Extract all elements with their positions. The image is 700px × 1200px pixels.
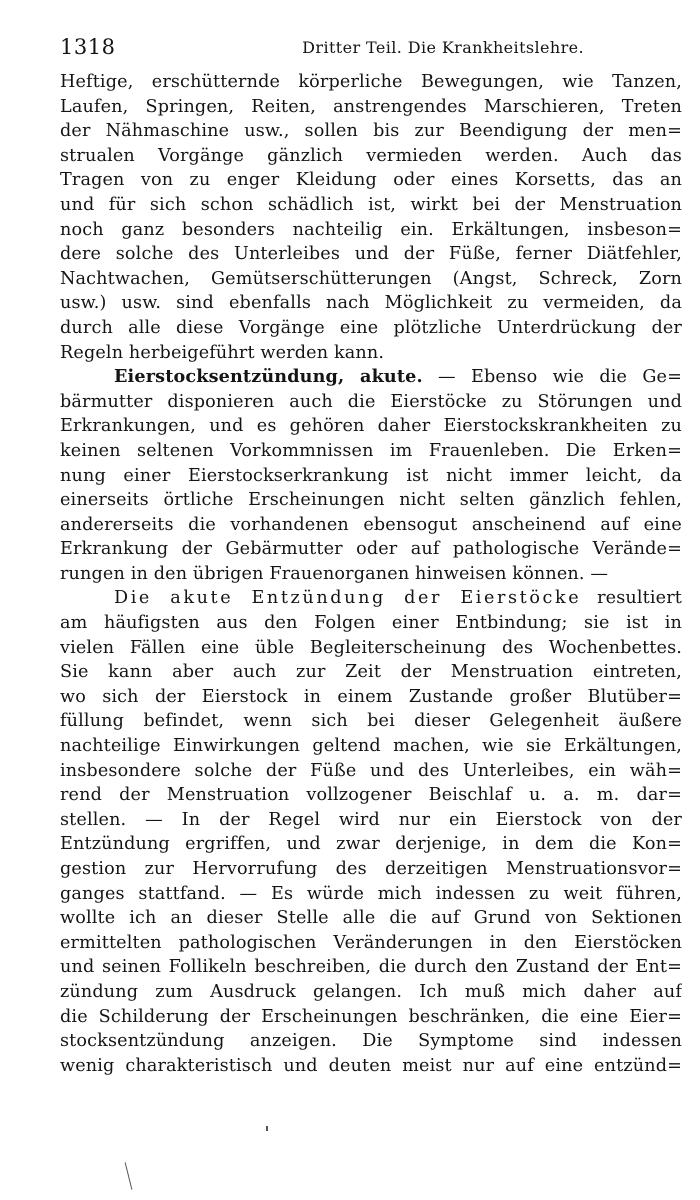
text-line: andererseits die vorhandenen ebensogut anscheinend auf eine <box>60 514 682 535</box>
running-head <box>60 34 680 60</box>
scan-scratch <box>125 1162 133 1189</box>
text-line: strualen Vorgänge gänzlich vermieden werden. Auch das <box>60 145 682 166</box>
text-line: einerseits örtliche Erscheinungen nicht selten gänzlich fehlen, <box>60 490 682 511</box>
text-line: vielen Fällen eine üble Begleiterscheinung des Wochenbettes. <box>60 637 682 658</box>
text-line: die Schilderung der Erscheinungen beschränken, die eine Eier= <box>60 1006 682 1027</box>
text-line: der Nähmaschine usw., sollen bis zur Beendigung der men= <box>60 121 682 142</box>
section-heading: Eierstocksentzündung, akute. <box>114 366 423 388</box>
text-line: Regeln herbeigeführt werden kann. <box>60 342 385 363</box>
text-line: füllung befindet, wenn sich bei dieser Gelegenheit äußere <box>60 711 682 732</box>
text-line: rungen in den übrigen Frauenorganen hinweisen können. — <box>60 563 609 584</box>
text-line: insbesondere solche der Füße und des Unterleibes, ein wäh= <box>60 760 682 781</box>
text-line: und seinen Follikeln beschreiben, die durch den Zustand der Ent= <box>60 957 682 978</box>
section-heading-line <box>60 365 682 390</box>
text-line: stellen. — In der Regel wird nur ein Eierstock von der <box>60 809 682 830</box>
text-line: Nachtwachen, Gemütserschütterungen (Angst, Schreck, Zorn <box>60 268 682 289</box>
text-line: keinen seltenen Vorkommnissen im Frauenleben. Die Erken= <box>60 440 682 461</box>
paragraph-3 <box>60 586 682 1078</box>
text-line: gestion zur Hervorrufung des derzeitigen Menstruationsvor= <box>60 859 682 879</box>
heading-line-rest: — Ebenso wie die Ge= <box>422 367 682 388</box>
running-title: Dritter Teil. Die Krankheitslehre. <box>302 38 584 57</box>
text-line: durch alle diese Vorgänge eine plötzliche Unterdrückung der <box>60 317 682 338</box>
text-line: Sie kann aber auch zur Zeit der Menstruation eintreten, <box>60 662 682 683</box>
text-line: zündung zum Ausdruck gelangen. Ich muß mich daher auf <box>60 981 682 1002</box>
text-line: Entzündung ergriffen, und zwar derjenige, in dem die Kon= <box>60 834 682 855</box>
text-line: wenig charakteristisch und deuten meist nur auf eine entzünd= <box>60 1055 682 1076</box>
paragraph-1 <box>60 70 682 365</box>
text-line: wollte ich an dieser Stelle alle die auf Grund von Sektionen <box>60 908 682 929</box>
body-text <box>60 70 682 1078</box>
text-line: am häufigsten aus den Folgen einer Entbindung; sie ist in <box>60 613 682 634</box>
text-line: und für sich schon schädlich ist, wirkt bei der Menstruation <box>60 194 682 215</box>
text-line: nachteilige Einwirkungen geltend machen, wie sie Erkältungen, <box>60 736 682 757</box>
paragraph-2 <box>60 365 682 586</box>
text-line: Tragen von zu enger Kleidung oder eines Korsetts, das an <box>60 170 682 191</box>
text-line: rend der Menstruation vollzogener Beischlaf u. a. m. dar= <box>60 785 682 806</box>
text-line: stocksentzündung anzeigen. Die Symptome sind indessen <box>60 1031 682 1052</box>
text-line: Laufen, Springen, Reiten, anstrengendes Marschieren, Treten <box>60 96 682 117</box>
text-line: Heftige, erschütternde körperliche Bewegungen, wie Tanzen, <box>60 72 682 92</box>
text-line: dere solche des Unterleibes und der Füße, ferner Diätfehler, <box>60 244 682 265</box>
text-line: nung einer Eierstockserkrankung ist nicht immer leicht, da <box>60 465 682 486</box>
text-line: ganges stattfand. — Es würde mich indessen zu weit führen, <box>60 883 682 904</box>
text-line: Erkrankungen, und es gehören daher Eierstockskrankheiten zu <box>60 416 682 437</box>
text-line: bärmutter disponieren auch die Eierstöcke zu Störungen und <box>60 391 682 412</box>
print-speck <box>266 1126 268 1131</box>
text-line: usw.) usw. sind ebenfalls nach Möglichkeit zu vermeiden, da <box>60 293 682 314</box>
spaced-emphasis: Die akute Entzündung der Eierstöcke <box>114 588 582 609</box>
text-line: ermittelten pathologischen Veränderungen in den Eierstöcken <box>60 932 682 953</box>
text-line: Erkrankung der Gebärmutter oder auf pathologische Verände= <box>60 539 682 560</box>
paragraph-opening-line <box>60 586 682 611</box>
text-line: wo sich der Eierstock in einem Zustande großer Blutüber= <box>60 686 682 707</box>
text-line: noch ganz besonders nachteilig ein. Erkältungen, insbeson= <box>60 219 682 240</box>
page-number: 1318 <box>60 35 116 59</box>
opening-line-rest: resultiert <box>581 588 682 609</box>
